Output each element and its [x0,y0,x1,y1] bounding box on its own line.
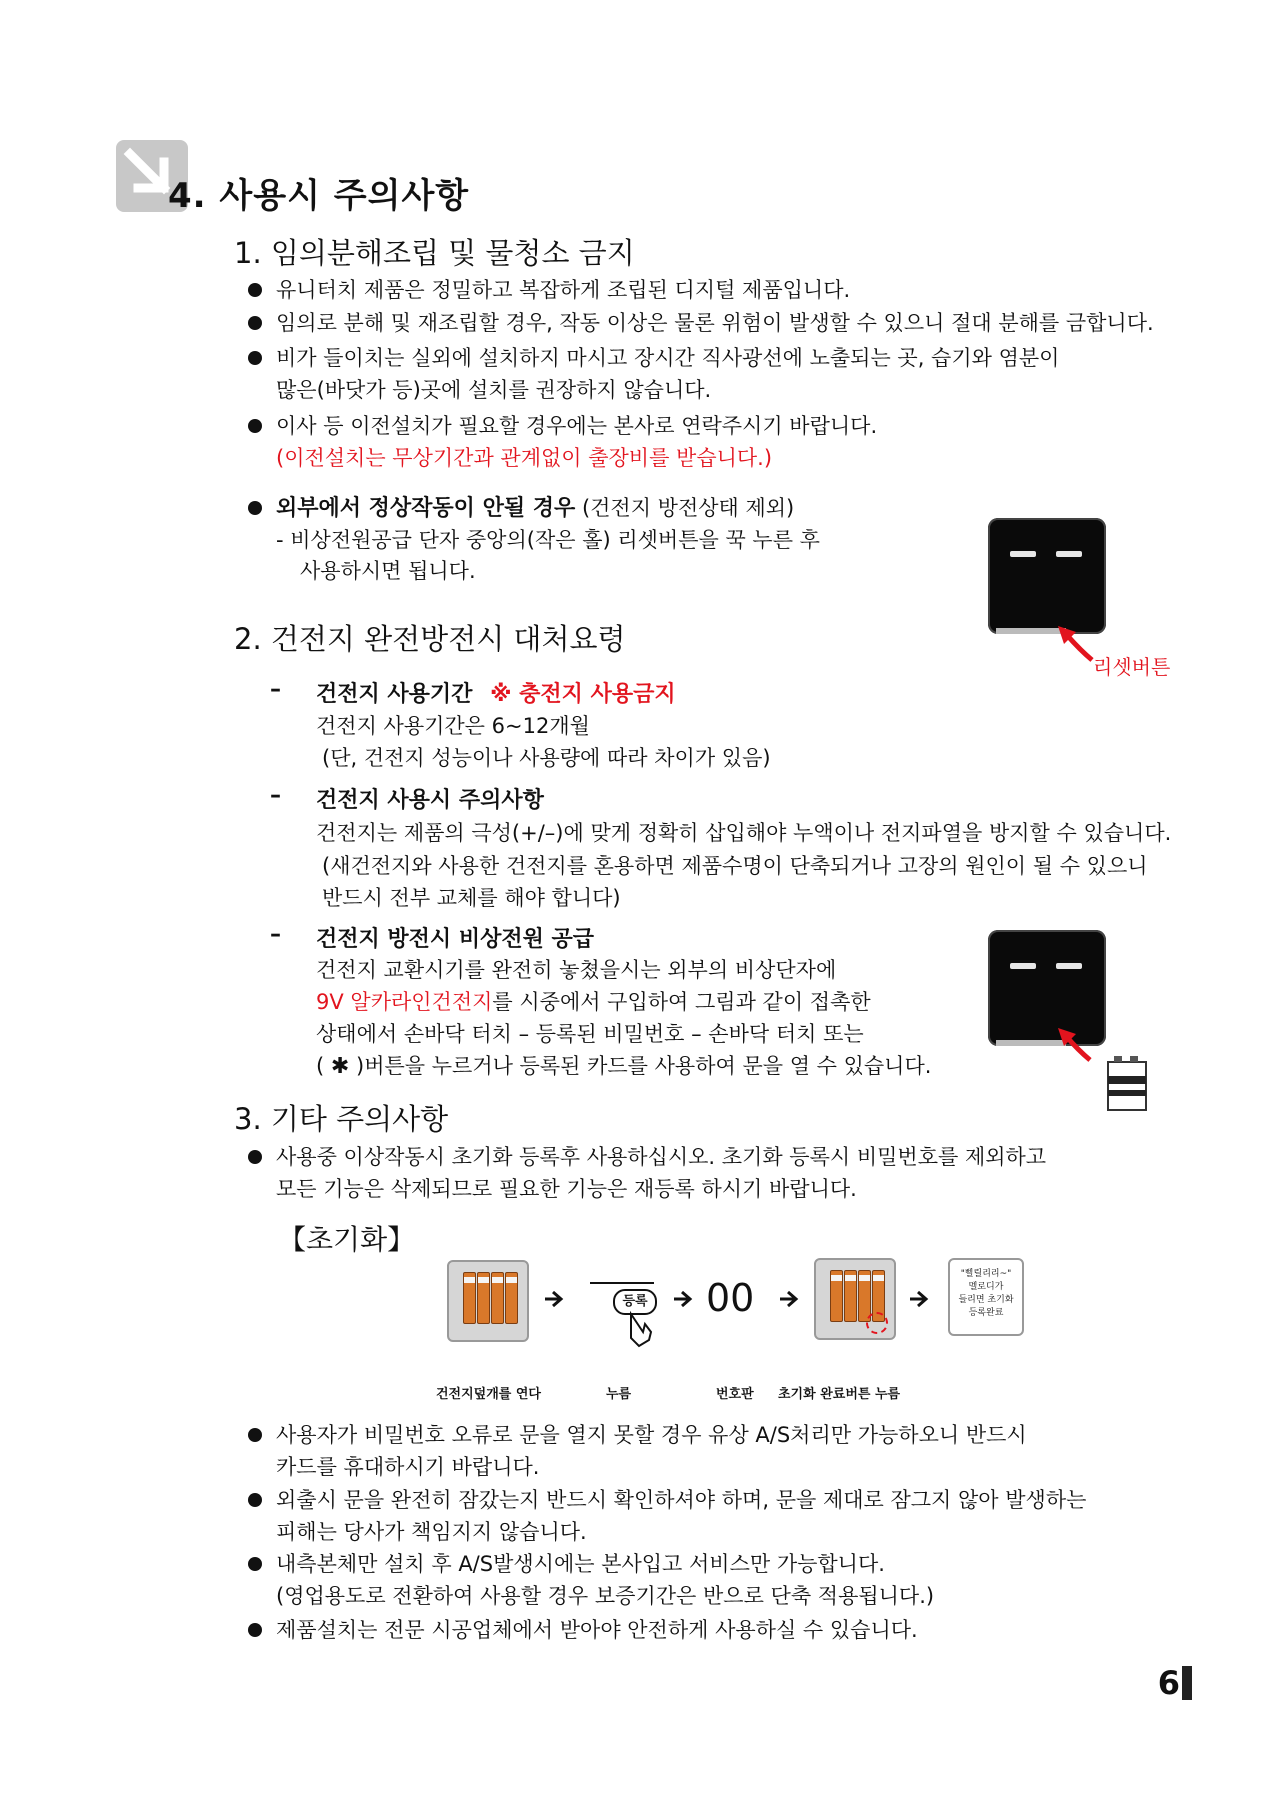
battery-caution-heading: 건전지 사용시 주의사항 [316,788,544,813]
rechargeable-warning: ※ 충전지 사용금지 [490,682,676,707]
reset-button-image [814,1258,896,1340]
list-item: 사용중 이상작동시 초기화 등록후 사용하십시오. 초기화 등록시 비밀번호를 제외하고 [276,1145,1047,1169]
melody-text: 멜로디가 [968,1282,1004,1292]
emergency-power-text [316,988,871,1016]
melody-text: "삘릴리리~" [960,1269,1012,1279]
list-item [276,494,794,523]
emergency-power-text-rest: 를 시중에서 구입하여 그림과 같이 접촉한 [492,990,871,1014]
emergency-power-heading: 건전지 방전시 비상전원 공급 [316,927,595,952]
melody-text: 등록완료 [968,1308,1004,1318]
register-button-image: 등록 [613,1289,657,1315]
reset-procedure-title: 【초기화】 [278,1223,416,1256]
list-item: 이사 등 이전설치가 필요할 경우에는 본사로 연락주시기 바랍니다. [276,414,878,438]
battery-cover-image [447,1260,529,1342]
step-caption: 건전지덮개를 연다 [436,1387,541,1402]
list-item-continuation: 많은(바닷가 등)곳에 설치를 권장하지 않습니다. [276,378,712,402]
code-digits: 00 [706,1276,755,1320]
star-button-icon: ✱ [330,1054,350,1079]
page-number: 6 [1157,1664,1180,1702]
battery-caution-text: (새건전지와 사용한 건전지를 혼용하면 제품수명이 단축되거나 고장의 원인이 될 수 있으니 [322,854,1148,878]
battery-period-heading: 건전지 사용기간 [316,682,473,707]
pointing-hand-icon [625,1310,659,1350]
page-number-bar [1182,1666,1192,1700]
lock-device-image [988,518,1106,634]
reset-instruction: - 비상전원공급 단자 중앙의(작은 홀) 리셋버튼을 꾹 누른 후 [276,528,820,552]
dash-marker: – [270,677,281,702]
register-line [590,1282,654,1284]
reset-button-label: 리셋버튼 [1093,655,1171,679]
melody-text: 들리면 초기화 [958,1295,1014,1305]
list-item: 유니터치 제품은 정밀하고 복잡하게 조립된 디지털 제품입니다. [276,278,851,302]
next-step-arrow-icon [908,1288,934,1310]
next-step-arrow-icon [672,1288,698,1310]
emergency-power-text [316,1052,931,1081]
external-failure-heading: 외부에서 정상작동이 안될 경우 [276,496,576,521]
emergency-power-text: 상태에서 손바닥 터치 – 등록된 비밀번호 – 손바닥 터치 또는 [316,1022,864,1046]
step-caption: 누름 [606,1387,632,1402]
battery-period-note: (단, 건전지 성능이나 사용량에 따라 차이가 있음) [322,746,771,770]
list-item: 제품설치는 전문 시공업체에서 받아야 안전하게 사용하실 수 있습니다. [276,1618,918,1642]
emergency-power-text: 건전지 교환시기를 완전히 놓쳤을시는 외부의 비상단자에 [316,958,837,982]
reset-instruction: 사용하시면 됩니다. [300,559,476,583]
list-item: 비가 들이치는 실외에 설치하지 마시고 장시간 직사광선에 노출되는 곳, 습기와 염분이 [276,346,1060,370]
battery-caution-text: 반드시 전부 교체를 해야 합니다) [322,886,621,910]
alkaline-battery-highlight: 9V 알카라인건전지 [316,990,493,1014]
list-item: 사용자가 비밀번호 오류로 문을 열지 못할 경우 유상 A/S처리만 가능하오니 반드시 [276,1423,1027,1447]
section-2-title: 2. 건전지 완전방전시 대처요령 [234,622,626,656]
list-item: 외출시 문을 완전히 잠갔는지 반드시 확인하셔야 하며, 문을 제대로 잠그지 않아 발생하는 [276,1488,1087,1512]
relocation-fee-note: (이전설치는 무상기간과 관계없이 출장비를 받습니다.) [276,446,773,470]
list-item-continuation: (영업용도로 전환하여 사용할 경우 보증기간은 반으로 단축 적용됩니다.) [276,1584,935,1608]
step-caption: 번호판 [716,1387,754,1402]
chapter-title: 4. 사용시 주의사항 [168,176,470,216]
dash-marker: – [270,783,281,808]
next-step-arrow-icon [778,1288,804,1310]
dash-marker: – [270,922,281,947]
battery-caution-text: 건전지는 제품의 극성(+/–)에 맞게 정확히 삽입해야 누액이나 전지파열을 방지할 수 있습니다. [316,821,1172,845]
step-caption: 초기화 완료버튼 누름 [778,1387,901,1402]
external-failure-note: (건전지 방전상태 제외) [575,496,795,520]
section-1-title: 1. 임의분해조립 및 물청소 금지 [234,236,635,270]
list-item-continuation: 모든 기능은 삭제되므로 필요한 기능은 재등록 하시기 바랍니다. [276,1177,857,1201]
next-step-arrow-icon [543,1288,569,1310]
paren-open: ( [316,1054,325,1078]
subsection-heading [270,677,676,708]
red-pointer-arrow-icon [1050,1022,1100,1066]
list-item-continuation: 카드를 휴대하시기 바랍니다. [276,1455,540,1479]
list-item-continuation: 피해는 당사가 책임지지 않습니다. [276,1520,587,1544]
emergency-power-text-rest: )버튼을 누르거나 등록된 카드를 사용하여 문을 열 수 있습니다. [356,1054,932,1078]
9v-battery-icon [1104,1056,1150,1112]
battery-period-text: 건전지 사용기간은 6~12개월 [316,714,590,738]
section-3-title: 3. 기타 주의사항 [234,1102,449,1136]
melody-complete-box [948,1258,1024,1336]
list-item: 내측본체만 설치 후 A/S발생시에는 본사입고 서비스만 가능합니다. [276,1552,885,1576]
subsection-heading [270,922,595,953]
list-item: 임의로 분해 및 재조립할 경우, 작동 이상은 물론 위험이 발생할 수 있으니 절대 분해를 금합니다. [276,311,1154,335]
subsection-heading [270,783,544,814]
